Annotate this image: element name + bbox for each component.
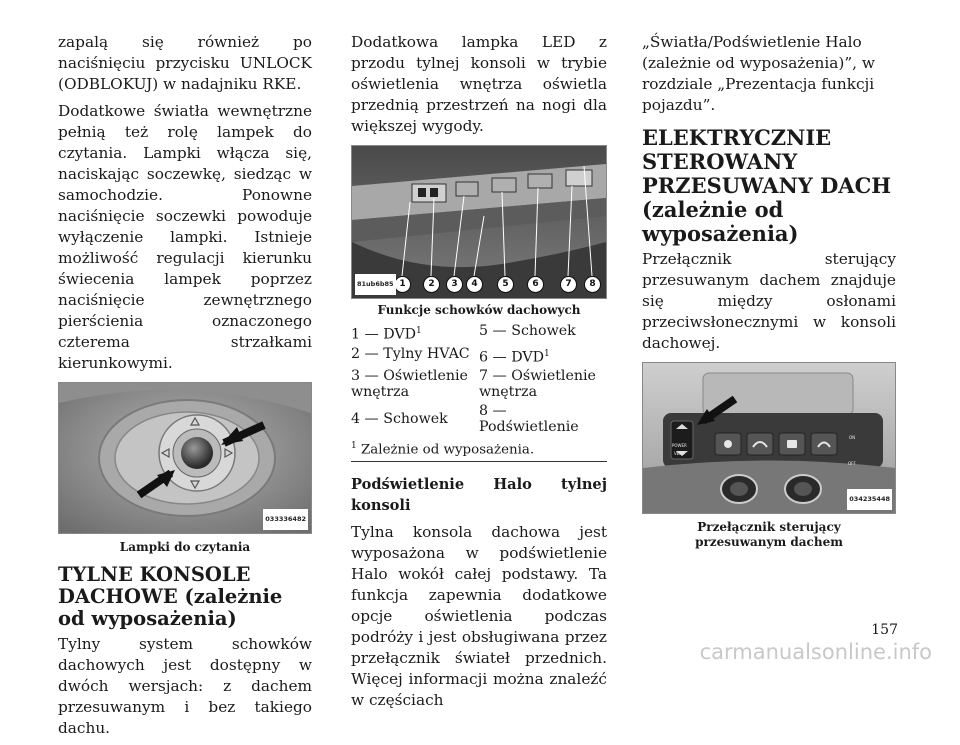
callout-5: 5 <box>497 276 514 293</box>
overhead-console-figure <box>351 145 607 299</box>
paragraph-rke: zapalą się również po naciśnięciu przycisku UNLOCK (ODBLOKUJ) w nadajniku RKE. <box>58 33 312 93</box>
callout-7: 7 <box>560 276 577 293</box>
callout-4: 4 <box>466 276 483 293</box>
legend-item: 2 — Tylny HVAC <box>351 345 470 362</box>
callout-6: 6 <box>527 276 544 293</box>
legend-item: 8 — Podświetlenie <box>479 403 579 436</box>
legend-item: 7 — Oświetlenie wnętrza <box>479 368 596 401</box>
paragraph-sunroof: Przełącznik sterujący przesuwanym dachem znajduje się między osłonami przeciwsłonecznymi w konsoli dachowej. <box>642 250 896 352</box>
callout-8: 8 <box>584 276 601 293</box>
legend-row <box>351 346 607 369</box>
paragraph-led-lamp: Dodatkowa lampka LED z przodu tylnej konsoli w trybie oświetlenia wnętrza oświetla przednią przestrzeń na nogi dla większej wygody. <box>351 33 607 135</box>
vent-label: VENT <box>674 451 685 456</box>
section-heading: TYLNE KONSOLE DACHOWE (zależnie od wyposażenia) <box>58 563 283 630</box>
legend-row <box>351 323 607 346</box>
subheading-halo: Podświetlenie Halo tylnej konsoli <box>351 475 607 514</box>
figure-caption: Funkcje schowków dachowych <box>377 303 581 317</box>
legend-row <box>351 368 607 403</box>
left-column <box>58 32 312 745</box>
figure-id: 81ub6b85 <box>355 274 396 295</box>
watermark: carmanualsonline.info <box>699 640 932 664</box>
callout-1: 1 <box>394 276 411 293</box>
callout-3: 3 <box>446 276 463 293</box>
legend-item: 4 — Schowek <box>351 411 448 428</box>
legend-item: 5 — Schowek <box>479 323 576 339</box>
paragraph-reference: „Światła/Podświetlenie Halo (zależnie od wyposażenia)”, w rozdziale „Prezentacja funkcji pojazdu”. <box>642 33 875 114</box>
paragraph-halo: Tylna konsola dachowa jest wyposażona w podświetlenie Halo wokół całej podstawy. Ta funkcja zapewnia dodatkowe opcje oświetlenia podczas podróży i jest obsługiwana przez przełącznik świateł przednich. Więcej informacji można znaleźć w częściach <box>351 522 607 709</box>
middle-column <box>351 32 607 717</box>
section-heading-sub: (zależnie od wyposażenia) <box>642 197 799 246</box>
right-column <box>642 32 896 550</box>
section-heading: ELEKTRYCZNIE STEROWANY PRZESUWANY DACH <box>642 125 892 198</box>
callout-2: 2 <box>423 276 440 293</box>
legend-table <box>351 323 607 438</box>
sunroof-switch-figure <box>642 362 896 514</box>
legend-item: 6 — DVD$^1$ <box>479 348 550 366</box>
legend-item: 1 — DVD$^1$ <box>351 326 422 343</box>
power-label: POWER <box>672 443 687 448</box>
paragraph-rear-consoles: Tylny system schowków dachowych jest dostępny w dwóch wersjach: z dachem przesuwanym i bez takiego dachu. <box>58 635 312 737</box>
off-label: OFF <box>848 461 856 466</box>
figure-caption: Przełącznik sterujący przesuwanym dachem <box>695 520 843 549</box>
figure-caption: Lampki do czytania <box>119 540 251 554</box>
on-label: ON <box>849 435 856 440</box>
page-number: 157 <box>871 622 898 638</box>
legend-row <box>351 403 607 438</box>
legend-item: 3 — Oświetlenie wnętrza <box>351 368 468 401</box>
figure-id: 033336482 <box>263 509 308 530</box>
reading-lamp-figure <box>58 382 312 534</box>
paragraph-reading-lamps: Dodatkowe światła wewnętrzne pełnią też rolę lampek do czytania. Lampki włącza się, naciskając soczewkę, siedząc w samochodzie. Ponowne naciśnięcie soczewki powoduje wyłączenie lampki. Istnieje możliwość regulacji kierunku świecenia lampek poprzez naciśnięcie zewnętrznego pierścienia oznaczonego czterema strzałkami kierunkowymi. <box>58 102 312 372</box>
footnote: $^1$ Zależnie od wyposażenia. <box>351 438 607 461</box>
figure-id: 034235448 <box>847 489 892 510</box>
